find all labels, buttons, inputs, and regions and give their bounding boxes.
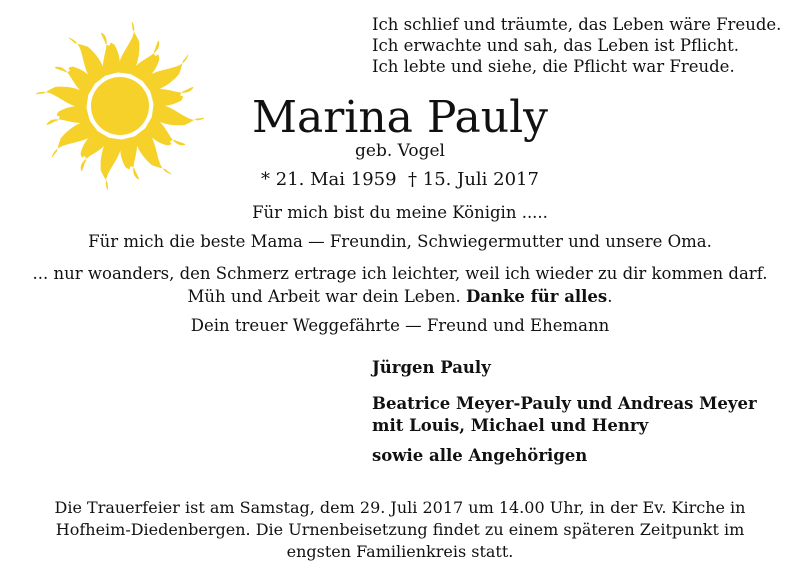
dedication-line: Für mich bist du meine Königin .....	[252, 203, 548, 222]
poem-line: Ich erwachte und sah, das Leben ist Pflicht.	[372, 36, 740, 55]
sun-icon	[36, 22, 204, 190]
notice-line: Hofheim-Diedenbergen. Die Urnenbeisetzung findet zu einem späteren Zeitpunkt im	[55, 520, 745, 539]
sun-disc	[91, 77, 149, 135]
dedication-thanks: Danke für alles	[466, 287, 608, 306]
funeral-notice	[30, 497, 770, 563]
dedication-text: Müh und Arbeit war dein Leben.	[187, 287, 461, 306]
dedication-line: Für mich die beste Mama — Freundin, Schwiegermutter und unsere Oma.	[88, 232, 712, 251]
notice-line: Die Trauerfeier ist am Samstag, dem 29. Juli 2017 um 14.00 Uhr, in der Ev. Kirche in	[54, 498, 746, 517]
mourner: mit Louis, Michael und Henry	[372, 416, 649, 435]
deceased-name: Marina Pauly	[251, 92, 549, 143]
life-dates	[150, 168, 650, 192]
poem	[372, 14, 792, 77]
birth-date: * 21. Mai 1959	[261, 169, 397, 190]
dedication-signoff: Dein treuer Weggefährte — Freund und Ehemann	[190, 316, 610, 335]
notice-line: engsten Familienkreis statt.	[286, 542, 514, 561]
death-date: † 15. Juli 2017	[408, 169, 539, 190]
poem-line: Ich lebte und siehe, die Pflicht war Freude.	[372, 57, 735, 76]
birth-name: geb. Vogel	[355, 141, 445, 161]
mourners-list	[372, 357, 792, 467]
poem-line: Ich schlief und träumte, das Leben wäre Freude.	[372, 15, 782, 34]
dedication-period: .	[607, 287, 613, 306]
mourner: sowie alle Angehörigen	[372, 446, 588, 465]
mourner: Beatrice Meyer-Pauly und Andreas Meyer	[372, 394, 757, 413]
dedication-line	[40, 286, 760, 308]
dedication-line: ... nur woanders, den Schmerz ertrage ich leichter, weil ich wieder zu dir kommen darf.	[32, 264, 768, 283]
mourner: Jürgen Pauly	[372, 358, 491, 377]
